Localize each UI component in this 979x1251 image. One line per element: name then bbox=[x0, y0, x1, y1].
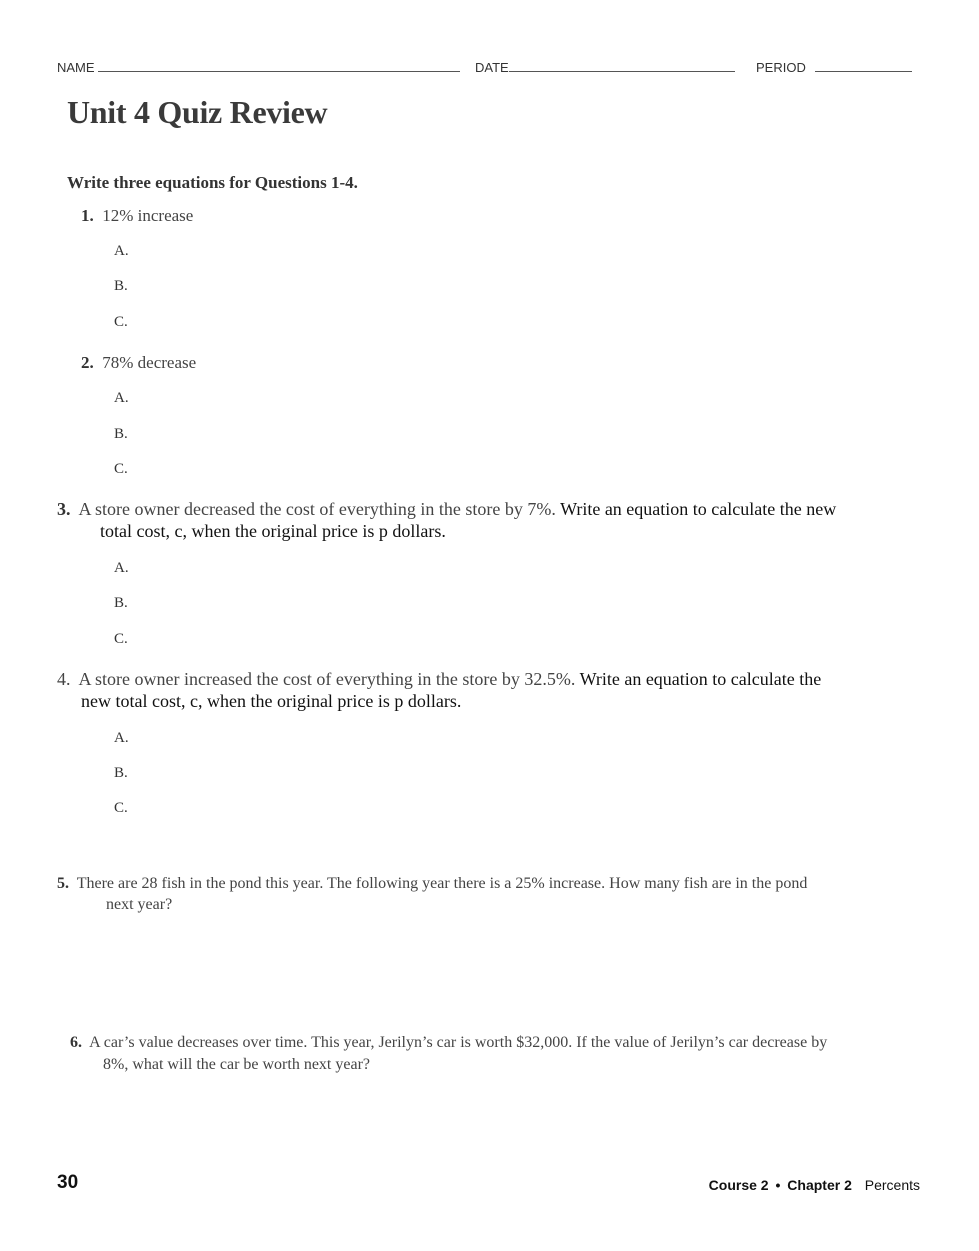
option-c: C. bbox=[114, 461, 128, 477]
question-number: 2. bbox=[81, 353, 94, 372]
date-blank[interactable] bbox=[509, 58, 735, 72]
option-b: B. bbox=[114, 765, 128, 781]
footer-bullet: • bbox=[775, 1177, 781, 1193]
question-text-continued: Write an equation to calculate the bbox=[579, 669, 822, 689]
footer-topic: Percents bbox=[864, 1177, 920, 1193]
question-number: 5. bbox=[57, 875, 69, 892]
question-text: A car’s value decreases over time. This year, Jerilyn’s car is worth $32,000. If the value of Jerilyn’s car decrease by bbox=[89, 1034, 828, 1051]
option-b: B. bbox=[114, 426, 128, 442]
option-c: C. bbox=[114, 800, 128, 816]
question-1 bbox=[81, 206, 193, 226]
question-5 bbox=[57, 875, 807, 893]
question-6-line-2: 8%, what will the car be worth next year? bbox=[103, 1056, 371, 1073]
option-a: A. bbox=[114, 560, 129, 576]
question-3 bbox=[57, 499, 836, 520]
name-label: NAME bbox=[57, 60, 95, 75]
question-number: 4. bbox=[57, 669, 71, 689]
page-number: 30 bbox=[57, 1172, 79, 1193]
question-5-line-2: next year? bbox=[106, 896, 173, 913]
option-c: C. bbox=[114, 314, 128, 330]
footer-course-info bbox=[709, 1177, 920, 1193]
question-number: 3. bbox=[57, 499, 71, 519]
question-number: 6. bbox=[70, 1034, 82, 1051]
option-b: B. bbox=[114, 595, 128, 611]
option-a: A. bbox=[114, 730, 129, 746]
period-blank[interactable] bbox=[815, 58, 912, 72]
date-label: DATE bbox=[475, 60, 509, 75]
question-text: 12% increase bbox=[102, 206, 194, 225]
option-b: B. bbox=[114, 278, 128, 294]
instructions: Write three equations for Questions 1-4. bbox=[67, 173, 358, 192]
question-4-line-2: new total cost, c, when the original price is p dollars. bbox=[81, 691, 462, 711]
footer-chapter: Chapter 2 bbox=[787, 1177, 852, 1193]
question-text: A store owner increased the cost of everything in the store by 32.5%. bbox=[78, 669, 576, 689]
period-label: PERIOD bbox=[756, 60, 806, 75]
footer-course: Course 2 bbox=[708, 1177, 769, 1193]
period-field bbox=[756, 58, 912, 75]
question-text: There are 28 fish in the pond this year. The following year there is a 25% increase. How many fish are in the pond bbox=[76, 875, 808, 892]
question-text: 78% decrease bbox=[102, 353, 197, 372]
option-a: A. bbox=[114, 390, 129, 406]
question-text: A store owner decreased the cost of everything in the store by 7%. bbox=[78, 499, 556, 519]
question-6 bbox=[70, 1034, 827, 1052]
option-a: A. bbox=[114, 243, 129, 259]
question-number: 1. bbox=[81, 206, 94, 225]
name-blank[interactable] bbox=[98, 58, 460, 72]
question-2 bbox=[81, 353, 196, 373]
question-3-line-2: total cost, c, when the original price is p dollars. bbox=[100, 521, 446, 541]
page-title: Unit 4 Quiz Review bbox=[67, 94, 328, 130]
question-text-continued: Write an equation to calculate the new bbox=[560, 499, 837, 519]
option-c: C. bbox=[114, 631, 128, 647]
date-field bbox=[475, 58, 735, 75]
question-4 bbox=[57, 669, 821, 690]
name-field bbox=[57, 58, 460, 75]
